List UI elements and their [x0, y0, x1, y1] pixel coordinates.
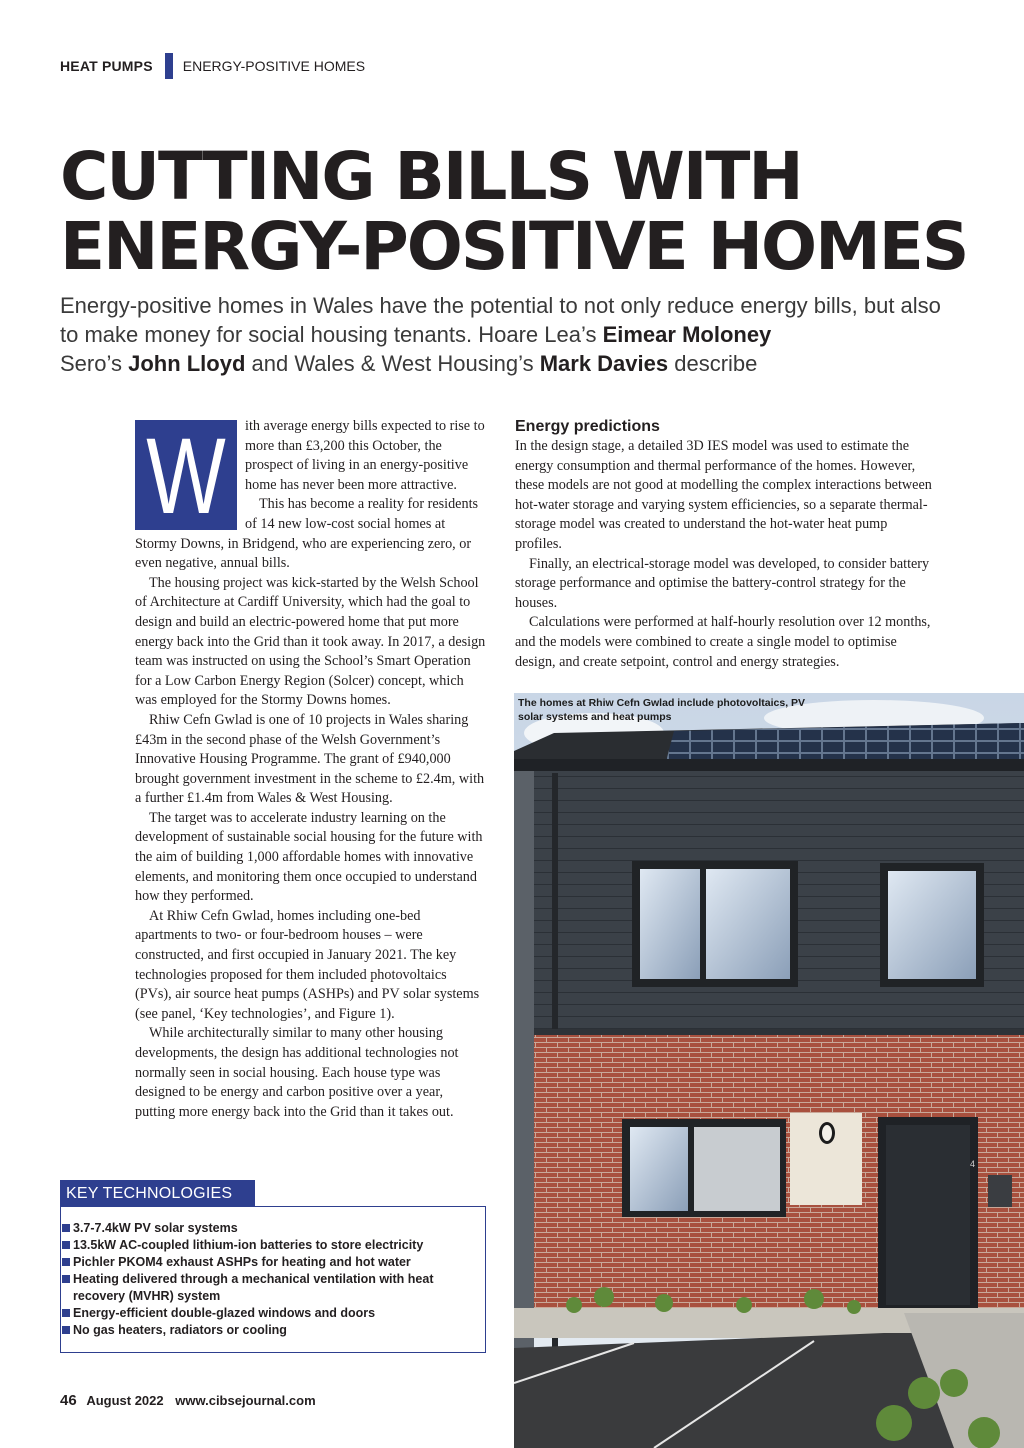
body-column-1 [135, 417, 486, 1122]
body-paragraph: The target was to accelerate industry learning on the development of sustainable social housing for the future with the aim of building 1,000 affordable homes with innovative elements, and monitoring them once occupied to understand how they performed. [135, 809, 483, 905]
house-photo [514, 693, 1024, 1448]
body-paragraph: This has become a reality for residents of 14 new low-cost social homes at Stormy Downs, in Bridgend, who are experiencing zero, or even negative, annual bills. [135, 496, 479, 572]
body-column-2 [515, 417, 935, 672]
body-paragraph: While architecturally similar to many other housing developments, the design has additional technologies not normally seen in social housing. Each house type was designed to be energy and carbon positive over a year, putting more energy back into the Grid than it takes out. [135, 1025, 459, 1120]
issue-date: August 2022 [86, 1393, 164, 1408]
list-item: Pichler PKOM4 exhaust ASHPs for heating and hot water [62, 1254, 482, 1271]
title-line-1: CUTTING BILLS WITH [60, 138, 802, 215]
body-paragraph: ith average energy bills expected to rise to more than £3,200 this October, the prospect of living in an energy-positive home has never been more attractive. [245, 418, 485, 493]
body-paragraph: Finally, an electrical-storage model was developed, to consider battery storage performance and optimise the battery-control strategy for the houses. [515, 555, 930, 611]
photo-caption: The homes at Rhiw Cefn Gwlad include photovoltaics, PV solar systems and heat pumps [518, 697, 806, 723]
page-footer [60, 1392, 316, 1409]
website-link[interactable]: www.cibsejournal.com [175, 1393, 316, 1408]
body-paragraph: The housing project was kick-started by the Welsh School of Architecture at Cardiff University, which had the goal to design and build an electric-powered home that put more energy back into the Grid than it took away. In 2017, a design team was instructed on using the School’s Smart Operation for a Low Carbon Energy Region (Solcer) concept, which was employed for the Stormy Downs homes. [135, 574, 486, 709]
author-name-2: John Lloyd [128, 351, 246, 376]
body-paragraph: Calculations were performed at half-hourly resolution over 12 months, and the models were combined to create a single model to optimise design, and create setpoint, control and energy strategies. [515, 614, 931, 670]
section-header [60, 52, 365, 80]
section-divider [165, 53, 173, 79]
author-name-1: Eimear Moloney [602, 322, 772, 347]
standfirst-text-2: Sero’s [60, 351, 129, 376]
list-item: No gas heaters, radiators or cooling [62, 1322, 482, 1339]
list-item: Heating delivered through a mechanical ventilation with heat recovery (MVHR) system [62, 1271, 482, 1305]
article-title [60, 138, 1000, 285]
list-item: 13.5kW AC-coupled lithium-ion batteries to store electricity [62, 1237, 482, 1254]
standfirst-text-4: describe [668, 351, 758, 376]
body-paragraph: At Rhiw Cefn Gwlad, homes including one-bed apartments to two- or four-bedroom houses – were constructed, and first occupied in January 2021. The key technologies proposed for them included photovoltaics (PVs), air source heat pumps (ASHPs) and PV solar systems (see panel, ‘Key technologies’, and Figure 1). [135, 907, 480, 1022]
standfirst [60, 291, 960, 378]
section-label: HEAT PUMPS [60, 58, 153, 74]
page-number: 46 [60, 1392, 77, 1409]
author-name-3: Mark Davies [539, 351, 669, 376]
body-paragraph: Rhiw Cefn Gwlad is one of 10 projects in Wales sharing £43m in the second phase of the Welsh Government’s Innovative Housing Programme. The grant of £940,000 brought government investment in the scheme to £2.4m, with a further £1.4m from Wales & West Housing. [135, 711, 485, 807]
key-technologies-heading: KEY TECHNOLOGIES [60, 1180, 255, 1207]
list-item: 3.7-7.4kW PV solar systems [62, 1220, 482, 1237]
body-paragraph: In the design stage, a detailed 3D IES model was used to estimate the energy consumption and thermal performance of the homes. However, these models are not good at modelling the complex interactions between hot-water storage and varying system efficiencies, so a separate thermal-storage model was created to understand the hot-water heat pump profiles. [515, 438, 932, 552]
standfirst-text-1: Energy-positive homes in Wales have the potential to not only reduce energy bills, but also to make money for social housing tenants. Hoare Lea’s [60, 293, 941, 347]
subsection-label: ENERGY-POSITIVE HOMES [182, 58, 366, 74]
house-number: 4 [970, 1159, 976, 1169]
standfirst-text-3: and Wales & West Housing’s [245, 351, 540, 376]
title-line-2: ENERGY-POSITIVE HOMES [60, 208, 968, 285]
drop-cap: W [135, 420, 237, 530]
list-item: Energy-efficient double-glazed windows and doors [62, 1305, 482, 1322]
key-technologies-list [62, 1220, 482, 1339]
section-heading: Energy predictions [515, 418, 660, 435]
